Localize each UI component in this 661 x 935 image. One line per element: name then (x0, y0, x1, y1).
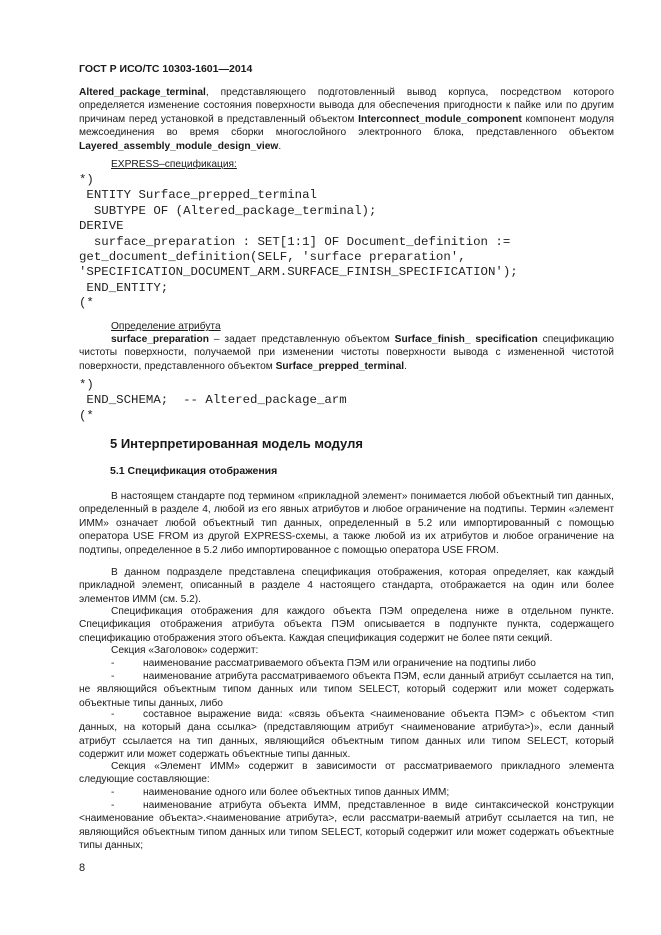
term-interconnect-module-component: Interconnect_module_component (358, 113, 522, 125)
list-item: - наименование атрибута объекта ИММ, представленное в виде синтаксической конструкции <наименование объекта>.<наименование атрибута>, если рассматри-ваемый атрибут ссылается на тип, не являющийся объектным типом данных или типом SELECT, который содержит или может содержать объектные типы данных; (79, 800, 614, 852)
list-item: - наименование одного или более объектных типов данных ИММ; (111, 787, 450, 798)
paragraph-2: В данном подразделе представлена спецификация отображения, которая определяет, как каждый прикладной элемент, описанный в разделе 4 настоящего стандарта, отображается на один или более элементов ИММ (см. 5.2). (79, 567, 614, 605)
express-label: EXPRESS–спецификация: (111, 159, 237, 170)
express-code-schema-end: *) END_SCHEMA; -- Altered_package_arm (* (79, 378, 347, 423)
term-altered-package-terminal: Altered_package_terminal (79, 87, 206, 98)
document-header: ГОСТ Р ИСО/ТС 10303-1601—2014 (79, 63, 253, 75)
page-number: 8 (79, 862, 86, 874)
list-item: - наименование рассматриваемого объекта ПЭМ или ограничение на подтипы либо (111, 658, 536, 669)
attribute-definition-label: Определение атрибута (111, 321, 221, 332)
attribute-definition-text: surface_preparation – задает представленную объектом Surface_finish_ specification спецификацию чистоты поверхности, получаемой при изменении чистоты поверхности вывода с измененной чистотой поверхности, представленного объектом Surface_prepped_terminal. (79, 334, 614, 372)
section-heading-5: 5 Интерпретированная модель модуля (110, 436, 363, 451)
section-heading-5-1: 5.1 Спецификация отображения (110, 465, 278, 477)
paragraph-4: Секция «Заголовок» содержит: (111, 645, 259, 656)
list-item: - наименование атрибута рассматриваемого объекта ПЭМ, если данный атрибут ссылается на тип, не являющийся объектным типом данных или типом SELECT, который содержит или может содержать объектные типы данных, либо (79, 671, 614, 709)
list-item: - составное выражение вида: «связь объекта <наименование объекта ПЭМ> с объектом <тип данных, на который дана ссылка> (представляющим атрибут <наименование атрибута>)», если данный атрибут ссылается на тип данных, являющийся объектным типом данных или типом SELECT, который содержит или может содержать объектные типы данных. (79, 709, 614, 761)
paragraph-3: Спецификация отображения для каждого объекта ПЭМ определена ниже в отдельном пункте. Спецификация отображения атрибута объекта ПЭМ описывается в подпункте пункта, содержащего спецификацию отображения этого объекта. Каждая спецификация содержит не более пяти секций. (79, 606, 614, 644)
intro-paragraph: Altered_package_terminal, представляющего подготовленный вывод корпуса, посредством которого определяется изменение состояния поверхности вывода для обеспечения пригодности к пайке или по другим причинам перед установкой в представленный объектом Interconnect_module_component компонент модуля межсоединения во время сборки многослойного электронного блока, представленного объектом Layered_assembly_module_design_view. (79, 87, 614, 152)
express-code-entity: *) ENTITY Surface_prepped_terminal SUBTYPE OF (Altered_package_terminal); DERIVE surface_preparation : SET[1:1] OF Document_definition := get_document_definition(SELF, 'surface preparation', 'SPECIFICATION_DOCUMENT_ARM.SURFACE_FINISH_SPECIFICATION'); END_ENTITY; (* (79, 173, 518, 311)
paragraph-1: В настоящем стандарте под термином «прикладной элемент» понимается любой объектный тип данных, определенный в разделе 4, любой из его явных атрибутов и любое ограничение на подтипы. Термин «элемент ИММ» означает любой объектный тип данных, определенный в 5.2 или импортированный с помощью оператора USE FROM из другой EXPRESS-схемы, а также любой из их атрибутов и любое ограничение на подтипы, определенное в 5.2 либо импортированное с помощью оператора USE FROM. (79, 491, 614, 556)
term-layered-assembly: Layered_assembly_module_design_view (79, 140, 279, 152)
paragraph-5: Секция «Элемент ИММ» содержит в зависимости от рассматриваемого прикладного элемента следующие составляющие: (79, 761, 614, 786)
